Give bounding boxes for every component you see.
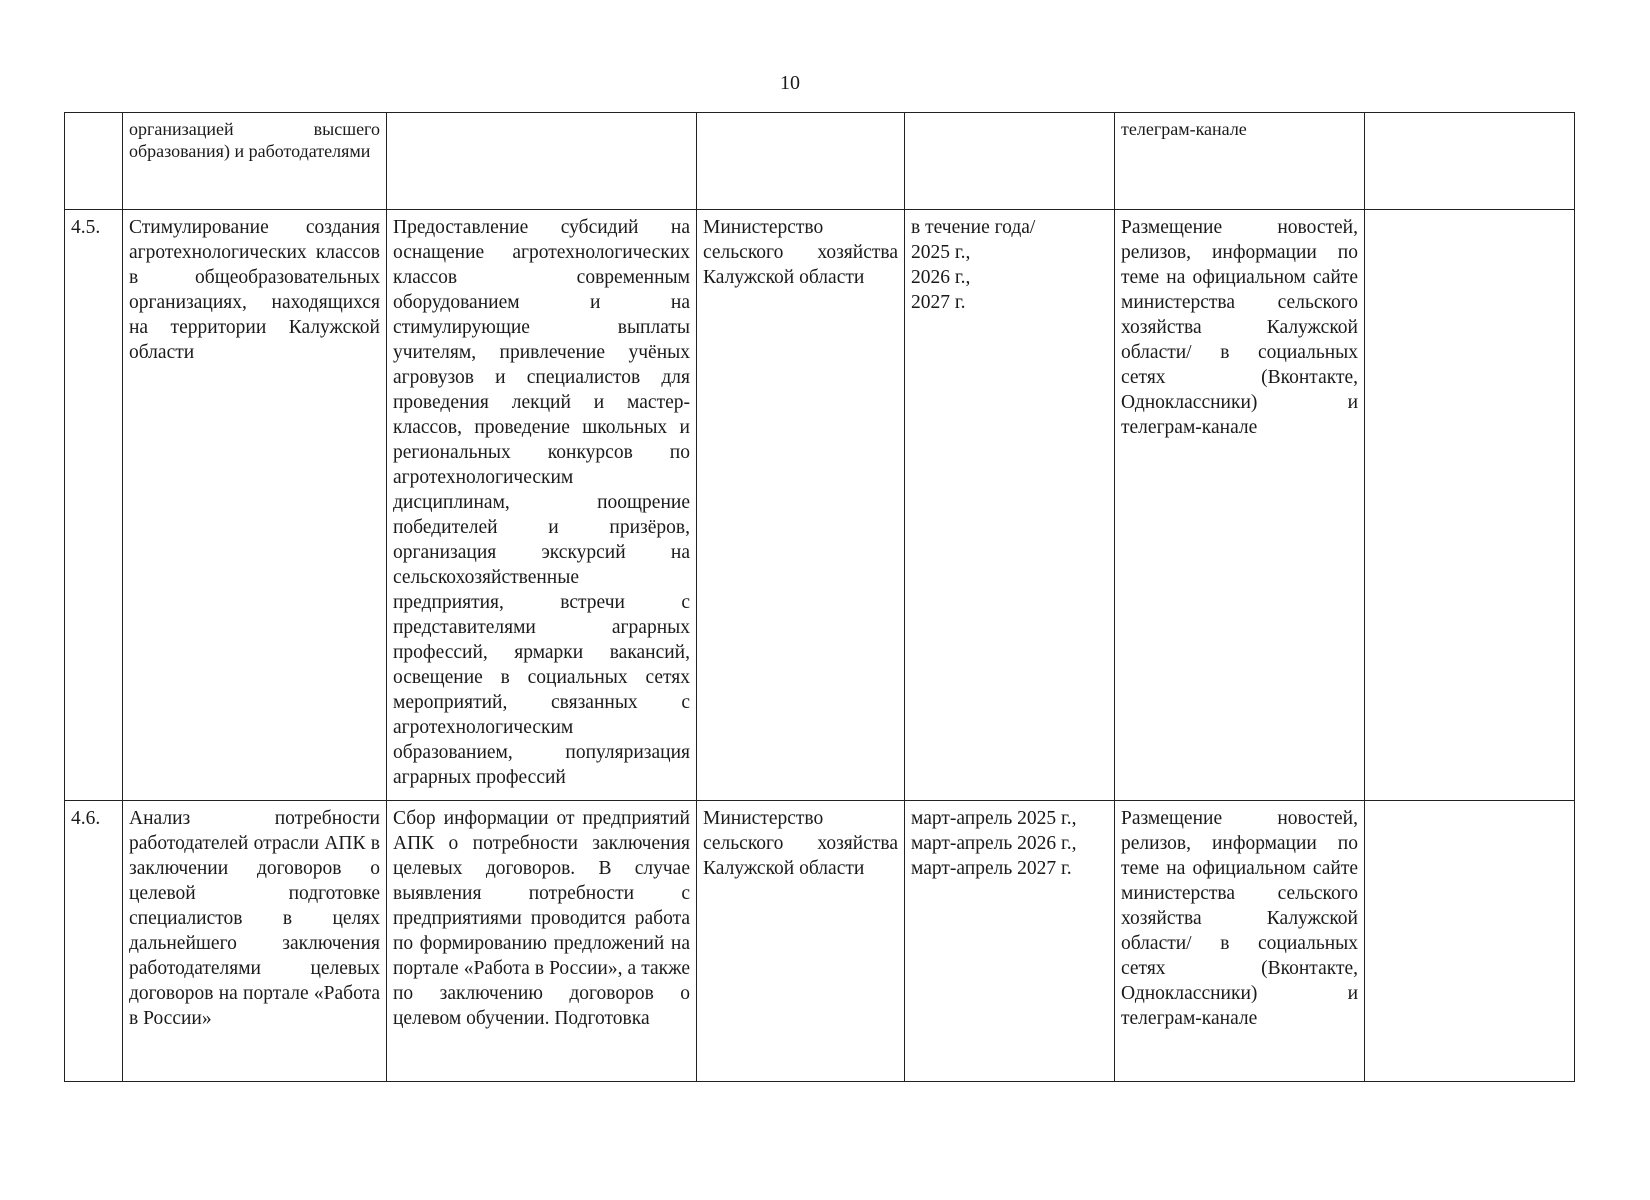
activity-cell: Стимулирование создания агротехнологических классов в общеобразовательных организациях, находящихся на территории Калужской области — [123, 210, 387, 801]
period-line: 2027 г. — [911, 292, 966, 313]
table-row — [65, 801, 1575, 1082]
row-number: 4.5. — [65, 210, 123, 801]
activity-cell: Анализ потребности работодателей отрасли АПК в заключении договоров о целевой подготовке специалистов в целях дальнейшего заключения работодателями целевых договоров на портале «Работа в России» — [123, 801, 387, 1082]
row-number — [65, 113, 123, 210]
info-cell: телеграм-канале — [1115, 113, 1365, 210]
period-line: март-апрель 2027 г. — [911, 858, 1072, 879]
note-cell — [1365, 113, 1575, 210]
activity-cell: организацией высшего образования) и работодателями — [123, 113, 387, 210]
period-cell — [905, 801, 1115, 1082]
responsible-cell: Министерство сельского хозяйства Калужской области — [697, 210, 905, 801]
responsible-cell — [697, 113, 905, 210]
note-cell — [1365, 801, 1575, 1082]
period-cell — [905, 113, 1115, 210]
period-line: март-апрель 2026 г., — [911, 833, 1077, 854]
period-line: 2025 г., — [911, 242, 971, 263]
info-cell: Размещение новостей, релизов, информации по теме на официальном сайте министерства сельского хозяйства Калужской области/ в социальных сетях (Вконтакте, Одноклассники) и телеграм-канале — [1115, 801, 1365, 1082]
table-row — [65, 210, 1575, 801]
page-number: 10 — [780, 72, 800, 94]
description-cell: Предоставление субсидий на оснащение агротехнологических классов современным оборудованием и на стимулирующие выплаты учителям, привлечение учёных агровузов и специалистов для проведения лекций и мастер-классов, проведение школьных и региональных конкурсов по агротехнологическим дисциплинам, поощрение победителей и призёров, организация экскурсий на сельскохозяйственные предприятия, встречи с представителями аграрных профессий, ярмарки вакансий, освещение в социальных сетях мероприятий, связанных с агротехнологическим образованием, популяризация аграрных профессий — [387, 210, 697, 801]
period-line: март-апрель 2025 г., — [911, 808, 1077, 829]
description-cell — [387, 113, 697, 210]
info-cell: Размещение новостей, релизов, информации по теме на официальном сайте министерства сельского хозяйства Калужской области/ в социальных сетях (Вконтакте, Одноклассники) и телеграм-канале — [1115, 210, 1365, 801]
row-number: 4.6. — [65, 801, 123, 1082]
period-line: в течение года/ — [911, 217, 1036, 238]
note-cell — [1365, 210, 1575, 801]
description-cell: Сбор информации от предприятий АПК о потребности заключения целевых договоров. В случае выявления потребности с предприятиями проводится работа по формированию предложений на портале «Работа в России», а также по заключению договоров о целевом обучении. Подготовка — [387, 801, 697, 1082]
activities-table — [64, 112, 1575, 1082]
period-line: 2026 г., — [911, 267, 971, 288]
table-row — [65, 113, 1575, 210]
responsible-cell: Министерство сельского хозяйства Калужской области — [697, 801, 905, 1082]
period-cell — [905, 210, 1115, 801]
